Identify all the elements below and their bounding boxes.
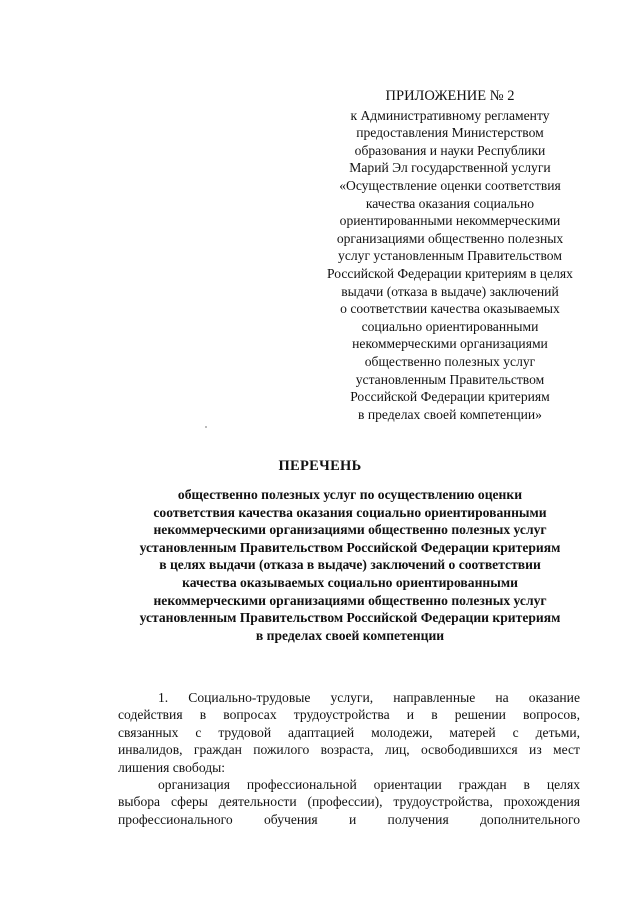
appendix-line: «Осуществление оценки соответствия <box>339 177 561 193</box>
document-subtitle <box>80 486 620 644</box>
paragraph-line: профессионального обучения и получения дополнительного <box>118 811 580 827</box>
subtitle-line: в целях выдачи (отказа в выдаче) заключений о соответствии <box>159 557 541 573</box>
paragraph-line: связанных с трудовой адаптацией молодежи, матерей с детьми, <box>118 724 580 740</box>
appendix-line: образования и науки Республики <box>354 142 546 158</box>
subtitle-line: соответствия качества оказания социально ориентированными <box>153 504 547 520</box>
appendix-line: Российской Федерации критериям в целях <box>327 265 573 281</box>
paragraph-line: инвалидов, граждан пожилого возраста, лиц, освободившихся из мест <box>118 742 580 758</box>
appendix-header <box>300 88 600 423</box>
subtitle-line: некоммерческими организациями общественно полезных услуг <box>153 522 547 538</box>
subtitle-line: установленным Правительством Российской Федерации критериям <box>139 610 561 626</box>
appendix-line: ориентированными некоммерческими <box>339 213 561 229</box>
document-body <box>118 689 580 828</box>
appendix-line: предоставления Министерством <box>356 125 544 141</box>
paragraph-line: выбора сферы деятельности (профессии), трудоустройства, прохождения <box>118 794 580 810</box>
paragraph-line: 1. Социально-трудовые услуги, направленные на оказание <box>158 690 580 705</box>
appendix-line: в пределах своей компетенции» <box>358 406 542 422</box>
document-title: ПЕРЕЧЕНЬ <box>278 458 362 474</box>
paragraph-line: содействия в вопросах трудоустройства и в решении вопросов, <box>118 707 580 723</box>
paragraph-line: лишения свободы: <box>118 759 226 775</box>
appendix-line: Российской Федерации критериям <box>350 389 550 405</box>
appendix-line: общественно полезных услуг <box>364 353 536 369</box>
subtitle-line: установленным Правительством Российской Федерации критериям <box>139 539 561 555</box>
appendix-line: Марий Эл государственной услуги <box>349 160 551 176</box>
appendix-line: некоммерческими организациями <box>352 336 548 352</box>
appendix-line: социально ориентированными <box>361 318 539 334</box>
subtitle-line: качества оказываемых социально ориентированными <box>182 574 518 590</box>
appendix-line: услуг установленным Правительством <box>338 248 562 264</box>
scan-speck <box>205 426 207 428</box>
subtitle-line: общественно полезных услуг по осуществлению оценки <box>177 487 523 502</box>
appendix-heading: ПРИЛОЖЕНИЕ № 2 <box>385 88 515 104</box>
appendix-line: к Административному регламенту <box>350 107 550 123</box>
paragraph-line: организация профессиональной ориентации граждан в целях <box>158 777 580 793</box>
appendix-line: о соответствии качества оказываемых <box>340 301 560 317</box>
subtitle-line: некоммерческими организациями общественно полезных услуг <box>153 592 547 608</box>
appendix-line: установленным Правительством <box>355 371 545 387</box>
subtitle-line: в пределах своей компетенции <box>255 627 445 643</box>
appendix-line: выдачи (отказа в выдаче) заключений <box>341 283 559 299</box>
appendix-line: качества оказания социально <box>365 195 535 211</box>
appendix-line: организациями общественно полезных <box>336 230 564 246</box>
